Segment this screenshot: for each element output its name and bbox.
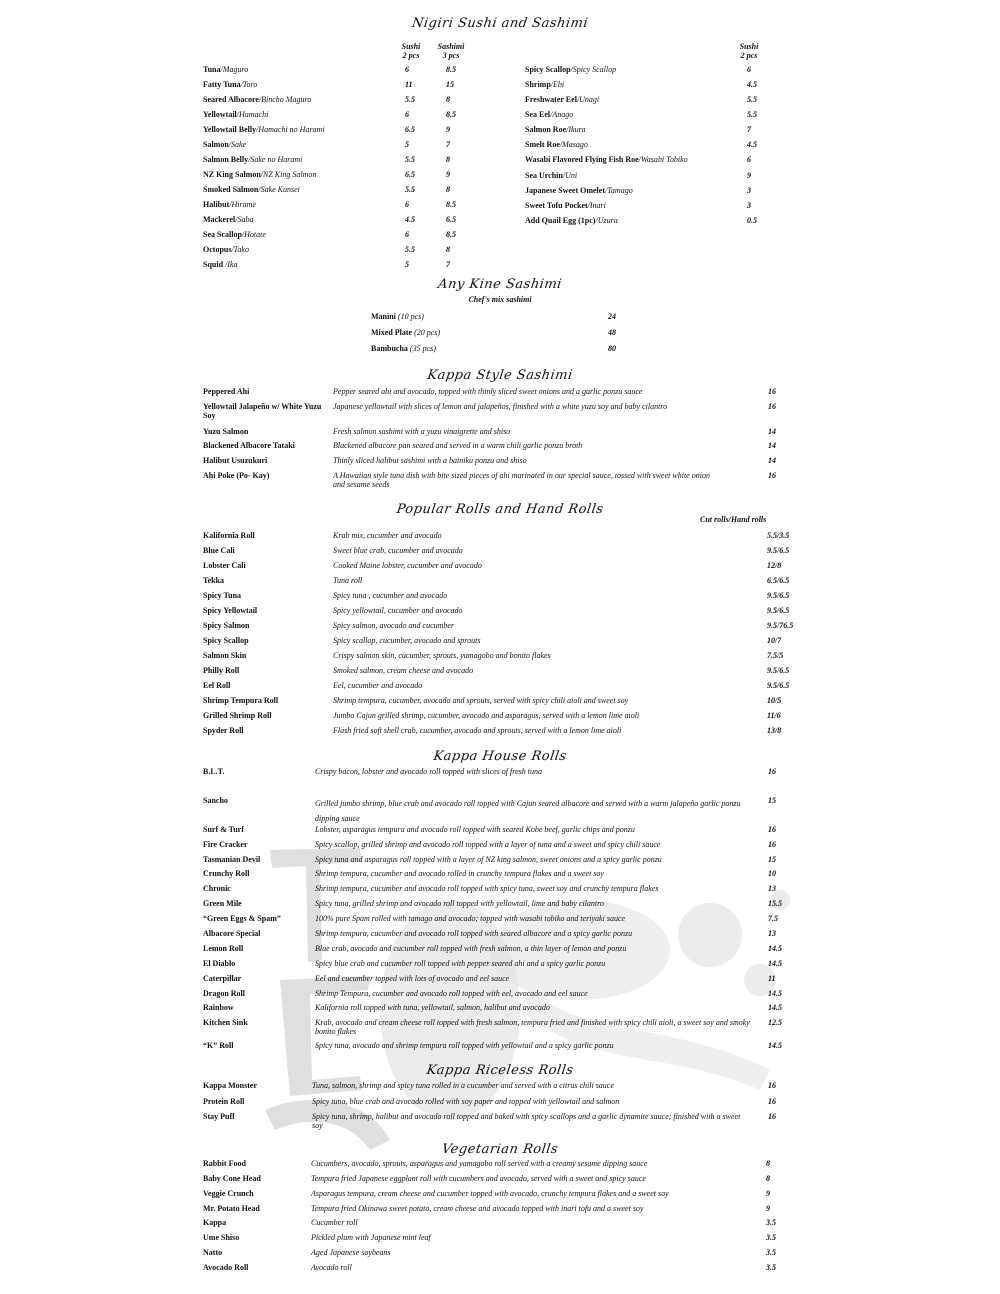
any-kine-subtitle: Chef's mix sashimi	[468, 295, 532, 304]
item-japanese-name: /Masago	[559, 140, 588, 149]
menu-item-price: 14	[768, 441, 776, 450]
item-name: Salmon Belly	[203, 155, 249, 164]
menu-item-price: 11/6	[767, 711, 781, 720]
item-japanese-name: /Uzura	[595, 216, 618, 225]
menu-item-description: Crispy bacon, lobster and avocado roll topped with slices of fresh tuna	[315, 767, 542, 776]
menu-item-price: 12/8	[767, 561, 782, 570]
nigiri-item-name	[525, 65, 710, 74]
menu-item-name: Ahi Poke (Po- Kay)	[203, 471, 270, 480]
sushi-price: 7	[747, 125, 751, 134]
item-japanese-name: /Toro	[240, 80, 258, 89]
menu-item-description: Spicy scallop, grilled shrimp and avocado roll topped with a layer of tuna and a sweet and spicy chili sauce	[315, 840, 661, 849]
col-right-sushi-header: Sushi 2 pcs	[739, 42, 759, 60]
menu-item-description: Spicy salmon, avocado and cucumber	[333, 621, 455, 630]
sushi-price: 5.5	[405, 185, 415, 194]
menu-item-price: 16	[768, 1081, 776, 1090]
menu-item-price: 16	[768, 840, 776, 849]
menu-item-price: 16	[768, 825, 776, 834]
menu-item-price: 15	[768, 855, 776, 864]
sushi-price: 6	[405, 230, 409, 239]
nigiri-item-name	[203, 140, 246, 154]
menu-item-description: Spicy yellowtail, cucumber and avocado	[333, 606, 463, 615]
item-japanese-name: /Bincho Maguro	[258, 95, 312, 104]
menu-item-name: Halibut Usuzukuri	[203, 456, 268, 465]
sashimi-price: 8.5	[446, 230, 456, 239]
menu-item-name: Spicy Salmon	[203, 621, 250, 630]
menu-item-name: Blackened Albacore Tataki	[203, 441, 295, 450]
any-kine-item	[371, 344, 436, 358]
item-name: Add Quail Egg (1pc)	[525, 216, 596, 225]
nigiri-item-name	[203, 245, 249, 259]
item-name: Spicy Scallop	[525, 65, 571, 74]
menu-item-description: A Hawaiian style tuna dish with bite sized pieces of ahi marinated in our special sauce, tossed with sweet white onion and sesame seeds	[333, 471, 710, 489]
menu-item-price: 14.5	[768, 1003, 782, 1012]
menu-item-description: Fresh salmon sashimi with a yuzu vinaigrette and shiso	[333, 427, 511, 436]
menu-item-price: 15.5	[768, 899, 782, 908]
sashimi-price: 8.5	[446, 65, 456, 74]
menu-item-price: 8	[766, 1159, 770, 1168]
menu-item-price: 14	[768, 456, 776, 465]
menu-item-price: 9.5/6.5	[767, 606, 790, 615]
menu-item-price: 10	[768, 869, 776, 878]
nigiri-item-name	[203, 185, 300, 199]
menu-item-description: Spicy tuna, avocado and shrimp tempura roll topped with yellowtail and a spicy garlic ponzu	[315, 1041, 614, 1050]
menu-item-name: Spicy Scallop	[203, 636, 249, 645]
item-name: Sea Eel	[525, 110, 551, 119]
sushi-price: 6.5	[405, 125, 415, 134]
menu-item-description: Spicy tuna and asparagus roll topped with a layer of NZ king salmon, sweet onions and a spicy garlic ponzu	[315, 855, 662, 864]
menu-item-description: Spicy tuna, shrimp, halibut and avocado roll topped and baked with spicy scallops and a garlic dynamite sauce; finished with a sweet soy	[312, 1112, 741, 1130]
menu-item-name: Chronic	[203, 884, 231, 893]
menu-item-name: Natto	[203, 1248, 223, 1257]
menu-item-name: Dragon Roll	[203, 989, 245, 998]
sashimi-price: 8	[446, 95, 450, 104]
sushi-price: 6	[747, 155, 751, 164]
menu-item-price: 7.5	[768, 914, 778, 923]
sashimi-price: 15	[446, 80, 454, 89]
popular-title: Popular Rolls and Hand Rolls	[395, 502, 605, 517]
menu-item-name: Yuzu Salmon	[203, 427, 249, 436]
item-japanese-name: /Hotate	[241, 230, 266, 239]
item-name: Salmon	[203, 140, 229, 149]
item-name: NZ King Salmon	[203, 170, 261, 179]
menu-item-price: 3.5	[766, 1248, 776, 1257]
menu-item-name: Green Mile	[203, 899, 242, 908]
menu-item-name: Eel Roll	[203, 681, 231, 690]
item-name: Squid	[203, 260, 224, 269]
house-title: Kappa House Rolls	[432, 749, 568, 764]
item-pieces: (35 pcs)	[407, 344, 436, 353]
menu-item-name: Kappa	[203, 1218, 227, 1227]
menu-item-price: 13/8	[767, 726, 782, 735]
menu-item-name: Crunchy Roll	[203, 869, 250, 878]
nigiri-title: Nigiri Sushi and Sashimi	[410, 16, 590, 31]
menu-item-description: Eel, cucumber and avocado	[333, 681, 423, 690]
menu-item-price: 3.5	[766, 1218, 776, 1227]
menu-item-description: Thinly sliced halibut sashimi with a bainiku ponzu and shiso	[333, 456, 527, 465]
menu-item-price: 11	[768, 974, 776, 983]
menu-item-price: 13	[768, 884, 776, 893]
nigiri-item-name	[203, 260, 237, 274]
item-japanese-name: /NZ King Salmon	[260, 170, 317, 179]
item-price: 80	[608, 344, 616, 353]
menu-item-name: Yellowtail Jalapeño w/ White Yuzu Soy	[203, 402, 322, 420]
item-japanese-name: /Uni	[562, 171, 578, 180]
item-japanese-name: /Anago	[550, 110, 574, 119]
menu-item-price: 7.5/5	[767, 651, 784, 660]
item-japanese-name: /Hamachi	[236, 110, 269, 119]
sashimi-price: 8.5	[446, 200, 456, 209]
item-name: Mackerel	[203, 215, 236, 224]
menu-item-description: Spicy scallop, cucumber, avocado and sprouts	[333, 636, 481, 645]
item-japanese-name: /Spicy Scallop	[570, 65, 617, 74]
menu-item-name: Albacore Special	[203, 929, 261, 938]
menu-item-price: 10/5	[767, 696, 782, 705]
menu-item-name: El Diablo	[203, 959, 236, 968]
menu-item-description: Sweet blue crab, cucumber and avocado	[333, 546, 463, 555]
menu-item-name: Rainbow	[203, 1003, 234, 1012]
sashimi-price: 8	[446, 245, 450, 254]
menu-item-price: 9.5/6.5	[767, 591, 790, 600]
item-name: Bambucha	[371, 344, 408, 353]
menu-item-name: Peppered Ahi	[203, 387, 250, 396]
item-japanese-name: /Hamachi no Harami	[256, 125, 325, 134]
nigiri-item-name	[525, 171, 710, 180]
nigiri-item-name	[203, 215, 254, 229]
nigiri-item-name	[525, 140, 710, 149]
menu-item-description: Eel and cucumber topped with lots of avocado and eel sauce	[315, 974, 510, 983]
menu-item-name: Grilled Shrimp Roll	[203, 711, 272, 720]
item-japanese-name: /Sake Kunsei	[258, 185, 300, 194]
vegetarian-title: Vegetarian Rolls	[440, 1142, 560, 1157]
menu-item-name: Spyder Roll	[203, 726, 244, 735]
sushi-price: 6	[405, 200, 409, 209]
menu-item-price: 16	[768, 767, 776, 776]
nigiri-item-name	[203, 200, 256, 214]
menu-item-name: B.L.T.	[203, 767, 225, 776]
menu-item-price: 16	[768, 402, 776, 411]
item-name: Halibut	[203, 200, 230, 209]
menu-item-price: 9.5/6.5	[767, 546, 790, 555]
sushi-price: 5.5	[405, 245, 415, 254]
menu-item-name: Protein Roll	[203, 1097, 245, 1106]
sushi-price: 5.5	[747, 95, 757, 104]
menu-item-description: Jumbo Cajun grilled shrimp, cucumber, avocado and asparagus, served with a lemon lime aioli	[333, 711, 640, 720]
item-japanese-name: /Hirame	[229, 200, 256, 209]
item-japanese-name: /Saba	[235, 215, 254, 224]
sushi-price: 4.5	[747, 80, 757, 89]
item-pieces: (10 pcs)	[395, 312, 424, 321]
item-name: Salmon Roe	[525, 125, 567, 134]
menu-item-name: Surf & Turf	[203, 825, 244, 834]
menu-item-description: Shrimp tempura, cucumber and avocado roll topped with seared albacore and a spicy garlic ponzu	[315, 929, 633, 938]
item-name: Yellowtail Belly	[203, 125, 257, 134]
menu-item-description: Shrimp tempura, cucumber and avocado roll topped with spicy tuna, sweet soy and crunchy tempura flakes	[315, 884, 659, 893]
nigiri-item-name	[203, 170, 316, 184]
sushi-price: 6	[747, 65, 751, 74]
item-japanese-name: /Ebi	[550, 80, 565, 89]
item-japanese-name: /Sake no Harami	[248, 155, 303, 164]
menu-item-name: Baby Cone Head	[203, 1174, 261, 1183]
menu-item-description: Spicy blue crab and cucumber roll topped with pepper seared ahi and a spicy garlic ponzu	[315, 959, 606, 968]
item-japanese-name: /Tamago	[604, 186, 633, 195]
sashimi-price: 8.5	[446, 110, 456, 119]
menu-item-description: Shrimp tempura, cucumber and avocado rolled in crunchy tempura flakes and a sweet soy	[315, 869, 604, 878]
sashimi-price: 8	[446, 185, 450, 194]
sushi-price: 4.5	[405, 215, 415, 224]
menu-item-description: Tempura fried Japanese eggplant roll with cucumbers and avocado, served with a sweet and spicy sauce	[311, 1174, 646, 1183]
item-name: Sea Urchin	[525, 171, 563, 180]
nigiri-item-name	[203, 125, 325, 139]
menu-item-description: Crispy salmon skin, cucumber, sprouts, yamagobo and bonito flakes	[333, 651, 551, 660]
menu-item-name: “K” Roll	[203, 1041, 234, 1050]
item-name: Fatty Tuna	[203, 80, 241, 89]
sushi-price: 5.5	[405, 95, 415, 104]
item-japanese-name: /Sake	[228, 140, 247, 149]
nigiri-item-name	[203, 65, 248, 79]
sushi-price: 5	[405, 260, 409, 269]
menu-item-name: Spicy Yellowtail	[203, 606, 258, 615]
menu-item-price: 14.5	[768, 959, 782, 968]
menu-item-price: 5.5/3.5	[767, 531, 790, 540]
nigiri-item-name	[203, 230, 266, 244]
item-name: Tuna	[203, 65, 221, 74]
sushi-price: 6.5	[405, 170, 415, 179]
any-kine-item	[371, 328, 440, 342]
item-price: 24	[608, 312, 616, 321]
sushi-price: 5	[405, 140, 409, 149]
menu-item-description: Blackened albacore pan seared and served in a warm chili garlic ponzu broth	[333, 441, 583, 450]
item-name: Manini	[371, 312, 396, 321]
menu-item-description: Cucumbers, avocado, sprouts, asparagus and yamagobo roll served with a creamy sesame dipping sauce	[311, 1159, 648, 1168]
menu-item-description: Blue crab, avocado and cucumber roll topped with fresh salmon, a thin layer of lemon and ponzu	[315, 944, 627, 953]
menu-item-description: Tempura fried Okinawa sweet potato, cream cheese and avocado topped with inari tofu and a sweet soy	[311, 1204, 644, 1213]
item-name: Smoked Salmon	[203, 185, 259, 194]
any-kine-item	[371, 312, 424, 326]
menu-item-price: 9	[766, 1204, 770, 1213]
any-kine-title: Any Kine Sashimi	[437, 277, 563, 292]
menu-item-description: Shrimp Tempura, cucumber and avocado roll topped with eel, avocado and eel sauce	[315, 989, 588, 998]
sushi-price: 5.5	[405, 155, 415, 164]
menu-item-name: Philly Roll	[203, 666, 240, 675]
sushi-price: 11	[405, 80, 413, 89]
sushi-price: 5.5	[747, 110, 757, 119]
menu-item-name: Stay Puff	[203, 1112, 235, 1121]
item-name: Smelt Roe	[525, 140, 560, 149]
item-price: 48	[608, 328, 616, 337]
menu-item-price: 16	[768, 471, 776, 480]
menu-item-price: 15	[768, 796, 776, 805]
sashimi-price: 8	[446, 155, 450, 164]
col-sushi-header: Sushi 2 pcs	[401, 42, 421, 60]
menu-item-price: 3.5	[766, 1233, 776, 1242]
menu-item-name: Kappa Monster	[203, 1081, 257, 1090]
menu-item-description: Lobster, asparagus tempura and avocado roll topped with seared Kobe beef, garlic chips and ponzu	[315, 825, 635, 834]
item-name: Shrimp	[525, 80, 551, 89]
item-name: Mixed Plate	[371, 328, 413, 337]
nigiri-item-name	[203, 155, 302, 169]
menu-item-name: Rabbit Food	[203, 1159, 246, 1168]
menu-item-name: Ume Shiso	[203, 1233, 240, 1242]
menu-item-name: Sancho	[203, 796, 228, 805]
menu-item-description: 100% pure Spam rolled with tamago and avocado; topped with wasabi tobiko and teriyaki sauce	[315, 914, 626, 923]
nigiri-item-name	[525, 155, 710, 164]
item-name: Wasabi Flavored Flying Fish Roe	[525, 155, 639, 164]
item-japanese-name: /Wasabi Tobiko	[638, 155, 688, 164]
item-name: Seared Albacore	[203, 95, 259, 104]
item-japanese-name: /Maguro	[220, 65, 249, 74]
sashimi-price: 7	[446, 260, 450, 269]
menu-item-description: Flash fried soft shell crab, cucumber, avocado and sprouts, served with a lemon lime aioli	[333, 726, 622, 735]
menu-item-price: 14.5	[768, 944, 782, 953]
menu-item-price: 14.5	[768, 989, 782, 998]
sushi-price: 6	[405, 110, 409, 119]
menu-item-description: Pepper seared ahi and avocado, topped with thinly sliced sweet onions and a garlic ponzu sauce	[333, 387, 643, 396]
menu-item-name: Caterpillar	[203, 974, 242, 983]
menu-item-name: Fire Cracker	[203, 840, 248, 849]
menu-item-name: Kalifornia Roll	[203, 531, 255, 540]
sushi-price: 3	[747, 201, 751, 210]
menu-item-name: Veggie Crunch	[203, 1189, 254, 1198]
sashimi-price: 9	[446, 170, 450, 179]
menu-item-name: Tasmanian Devil	[203, 855, 261, 864]
item-japanese-name: /Ika	[223, 260, 238, 269]
item-japanese-name: /Unagi	[576, 95, 600, 104]
sashimi-price: 6.5	[446, 215, 456, 224]
item-japanese-name: /Inari	[587, 201, 606, 210]
menu-item-price: 8	[766, 1174, 770, 1183]
sushi-price: 3	[747, 186, 751, 195]
menu-item-description: Pickled plum with Japanese mint leaf	[311, 1233, 431, 1242]
menu-item-description: Spicy tuna , cucumber and avocado	[333, 591, 448, 600]
menu-item-price: 16	[768, 387, 776, 396]
sushi-price: 0.5	[747, 216, 757, 225]
menu-item-description: Shrimp tempura, cucumber, avocado and sprouts, served with spicy chili aioli and sweet soy	[333, 696, 629, 705]
item-name: Octopus	[203, 245, 232, 254]
item-japanese-name: /Tako	[231, 245, 249, 254]
item-name: Sweet Tofu Pocket	[525, 201, 588, 210]
menu-item-description: Asparagus tempura, cream cheese and cucumber topped with avocado, crunchy tempura flakes and a sweet soy	[311, 1189, 669, 1198]
nigiri-item-name	[525, 80, 710, 89]
menu-item-description: Krab, avocado and cream cheese roll topped with fresh salmon, tempura fried and finished with spicy chili aioli, a sweet soy and smoky bonito flakes	[315, 1018, 750, 1036]
menu-item-description: Smoked salmon, cream cheese and avocado	[333, 666, 474, 675]
menu-item-name: Blue Cali	[203, 546, 235, 555]
menu-item-description: Grilled jumbo shrimp, blue crab and avocado roll topped with Cajun seared albacore and served with a warm jalapeño garlic ponzu dipping sauce	[315, 799, 741, 823]
menu-item-description: Spicy tuna, grilled shrimp and avocado roll topped with yellowtail, lime and baby cilantro	[315, 899, 604, 908]
nigiri-item-name	[203, 95, 311, 109]
menu-item-price: 9.5/6.5	[767, 681, 790, 690]
nigiri-item-name	[525, 95, 710, 104]
item-name: Japanese Sweet Omelet	[525, 186, 605, 195]
menu-item-description: Cucumber roll	[311, 1218, 358, 1227]
sushi-price: 9	[747, 171, 751, 180]
sashimi-price: 9	[446, 125, 450, 134]
riceless-title: Kappa Riceless Rolls	[425, 1063, 575, 1078]
nigiri-item-name	[525, 186, 710, 195]
menu-item-description: Krab mix, cucumber and avocado	[333, 531, 442, 540]
menu-item-price: 14	[768, 427, 776, 436]
menu-item-name: Tekka	[203, 576, 225, 585]
menu-item-price: 12.5	[768, 1018, 782, 1027]
menu-item-name: Avocado Roll	[203, 1263, 249, 1272]
sushi-price: 4.5	[747, 140, 757, 149]
menu-item-name: Kitchen Sink	[203, 1018, 248, 1027]
col-sashimi-header: Sashimi 3 pcs	[437, 42, 465, 60]
menu-item-description: Japanese yellowtail with slices of lemon and jalapeños, finished with a white yuzu soy and baby cilantro	[333, 402, 668, 411]
nigiri-item-name	[525, 110, 710, 119]
item-pieces: (20 pcs)	[412, 328, 441, 337]
item-name: Freshwater Eel	[525, 95, 577, 104]
menu-item-name: “Green Eggs & Spam”	[203, 914, 281, 923]
nigiri-item-name	[525, 216, 710, 225]
menu-item-description: Avocado roll	[311, 1263, 352, 1272]
item-name: Sea Scallop	[203, 230, 242, 239]
menu-item-price: 16	[768, 1097, 776, 1106]
menu-item-description: Tuna roll	[333, 576, 363, 585]
menu-item-description: Kalifornia roll topped with tuna, yellowtail, salmon, halibut and avocado	[315, 1003, 550, 1012]
nigiri-item-name	[203, 110, 268, 124]
nigiri-item-name	[203, 80, 257, 94]
kappa-style-title: Kappa Style Sashimi	[426, 368, 574, 383]
nigiri-item-name	[525, 125, 710, 134]
menu-item-description: Cooked Maine lobster, cucumber and avocado	[333, 561, 482, 570]
menu-item-price: 9	[766, 1189, 770, 1198]
menu-item-price: 14.5	[768, 1041, 782, 1050]
popular-col-header: Cut rolls/Hand rolls	[700, 515, 767, 524]
menu-item-name: Spicy Tuna	[203, 591, 242, 600]
menu-item-name: Lobster Cali	[203, 561, 246, 570]
menu-item-description: Spicy tuna, blue crab and avocado rolled with soy paper and topped with yellowtail and salmon	[312, 1097, 620, 1106]
menu-item-name: Mr. Potato Head	[203, 1204, 260, 1213]
menu-item-description: Aged Japanese soybeans	[311, 1248, 391, 1257]
menu-item-name: Salmon Skin	[203, 651, 247, 660]
sushi-price: 6	[405, 65, 409, 74]
menu-item-description: Tuna, salmon, shrimp and spicy tuna rolled in a cucumber and served with a citrus chili sauce	[312, 1081, 614, 1090]
menu-item-price: 13	[768, 929, 776, 938]
menu-item-name: Shrimp Tempura Roll	[203, 696, 279, 705]
menu-item-price: 16	[768, 1112, 776, 1121]
item-name: Yellowtail	[203, 110, 237, 119]
menu-item-price: 3.5	[766, 1263, 776, 1272]
menu-item-name: Lemon Roll	[203, 944, 244, 953]
menu-item-price: 6.5/6.5	[767, 576, 790, 585]
menu-item-price: 10/7	[767, 636, 782, 645]
nigiri-item-name	[525, 201, 710, 210]
item-japanese-name: /Ikura	[566, 125, 586, 134]
menu-item-price: 9.5/6.5	[767, 666, 790, 675]
menu-item-price: 9.5/76.5	[767, 621, 794, 630]
sashimi-price: 7	[446, 140, 450, 149]
